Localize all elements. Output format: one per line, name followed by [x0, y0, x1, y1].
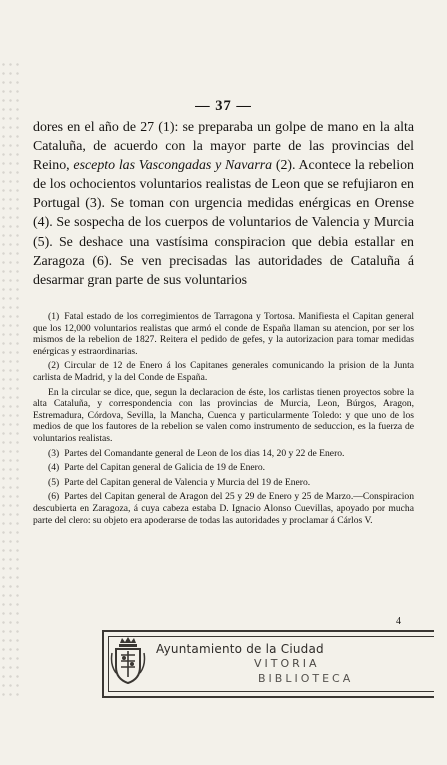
footnote-text: Parte del Capitan general de Galicia de 19 de Enero.	[64, 462, 266, 474]
footnote-text: Parte del Capitan general de Valencia y Murcia del 19 de Enero.	[64, 476, 311, 488]
footnote-6	[33, 491, 414, 526]
body-run-1: dores en el año de 27 (1): se preparaba un golpe de mano en la alta Cataluña, de acuerdo con la mayor parte de las provincias del Reino,	[33, 120, 414, 174]
coat-of-arms-icon	[110, 635, 146, 685]
signature-mark: 4	[396, 616, 401, 627]
bleed-through-text	[225, 62, 440, 90]
footnote-text: Partes del Comandante general de Leon de los dias 14, 20 y 22 de Enero.	[64, 447, 345, 459]
stamp-title: Ayuntamiento de la Ciudad	[156, 642, 324, 656]
body-text	[33, 118, 414, 290]
footnote-mark: (3)	[48, 447, 60, 459]
stamp-city: VITORIA	[254, 657, 320, 670]
body-run-3: (2). Acontece la rebelion de los ochocientos voluntarios realistas de Leon que se refujiaron en Portugal (3). Se toman con urgencia medidas enérgicas en Orense (4). Se sospecha de los cuerpos de voluntarios de Valencia y Murcia (5). Se deshace una vastísima conspiracion que debia estallar en Zaragoza (6). Se ven precisadas las autoridades de Cataluña á desarmar gran parte de sus voluntarios	[33, 158, 414, 288]
footnote-text: Fatal estado de los corregimientos de Tarragona y Tortosa. Manifiesta el Capitan general que los 12,000 voluntarios realistas que armó el conde de España llaman su atencion, por ser los mismos de la rebelion de 1827. Reitera el pedido de gefes, y la autorizacion para tomar medidas enérgicas y estraordinarias.	[33, 311, 414, 357]
footnotes	[33, 311, 414, 529]
footnote-mark: (1)	[48, 311, 60, 322]
footnote-2	[33, 360, 414, 383]
footnote-mark: (4)	[48, 462, 60, 474]
footnote-text: En la circular se dice, que, segun la declaracion de éste, los carlistas tienen proyectos sobre la alta Cataluña, y correspondencia con las provincias de Murcia, Leon, Búrgos, Aragon, Estremadura, Córdova, Sevilla, la Mancha, Cuenca y particularmente Toledo: y que uno de los medios de que los fautores de la rebelion se valen como instrumento de seduccion, es la fuerza de voluntarios realistas.	[33, 386, 414, 444]
footnote-5	[33, 477, 414, 489]
stamp-library: BIBLIOTECA	[258, 672, 354, 685]
footnote-mark: (6)	[48, 491, 60, 503]
footnote-1	[33, 311, 414, 357]
footnote-text: Partes del Capitan general de Aragon del 25 y 29 de Enero y 25 de Marzo.—Conspiracion descubierta en Zaragoza, á cuya cabeza estaba D. Ignacio Alonso Cuevillas, apoyado por mucha parte del clero: su objeto era apoderarse de todas las autoridades y proclamar á Cárlos V.	[33, 491, 414, 526]
page-number: — 37 —	[195, 98, 252, 114]
page-edge-speckle	[0, 60, 22, 700]
footnote-2-continuation	[33, 387, 414, 445]
footnote-3	[33, 448, 414, 460]
library-stamp	[102, 630, 434, 698]
body-run-italic: escepto las Vascongadas y Navarra	[73, 158, 273, 174]
footnote-mark: (2)	[48, 360, 60, 372]
footnote-4	[33, 462, 414, 474]
footnote-text: Circular de 12 de Enero á los Capitanes generales comunicando la prision de la Junta carlista de Madrid, y la del Conde de España.	[33, 360, 414, 383]
footnote-mark: (5)	[48, 476, 60, 488]
body-paragraph	[33, 118, 414, 290]
